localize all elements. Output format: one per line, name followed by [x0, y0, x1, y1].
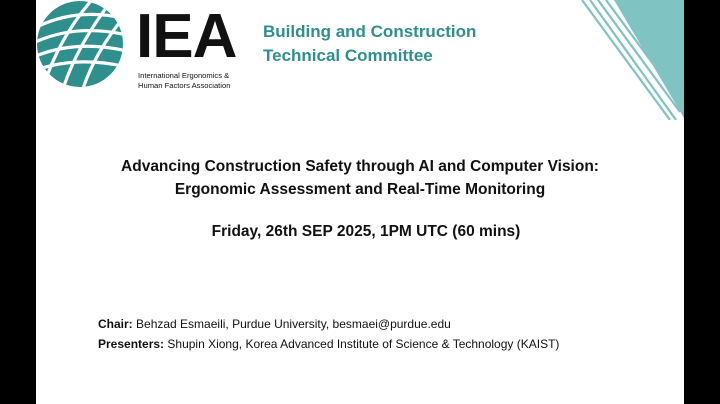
- chair-line: [98, 314, 559, 334]
- slide-title: [36, 155, 684, 201]
- iea-org-line-2: Human Factors Association: [138, 81, 231, 90]
- iea-globe-logo-icon: [36, 0, 132, 96]
- slide: [36, 0, 684, 404]
- decorative-stripes: [574, 0, 684, 120]
- iea-org-line-1: International Ergonomics &: [138, 71, 230, 80]
- title-line-2: Ergonomic Assessment and Real-Time Monitoring: [174, 181, 546, 198]
- title-line-1: Advancing Construction Safety through AI and Computer Vision:: [121, 158, 599, 175]
- presenters-value: Shupin Xiong, Korea Advanced Institute of Science & Technology (KAIST): [167, 337, 560, 351]
- iea-logo-text: IEA: [136, 2, 237, 71]
- speakers-block: [98, 314, 559, 354]
- chair-label: Chair:: [98, 317, 133, 331]
- event-date: Friday, 26th SEP 2025, 1PM UTC (60 mins): [211, 223, 521, 240]
- committee-line-1: Building and Construction: [263, 22, 477, 41]
- committee-line-2: Technical Committee: [263, 46, 433, 65]
- presenters-label: Presenters:: [98, 337, 165, 351]
- iea-org-name: [138, 71, 230, 91]
- chair-value: Behzad Esmaeili, Purdue University, besmaei@purdue.edu: [136, 317, 451, 331]
- presenters-line: [98, 334, 559, 354]
- committee-name: [263, 20, 476, 68]
